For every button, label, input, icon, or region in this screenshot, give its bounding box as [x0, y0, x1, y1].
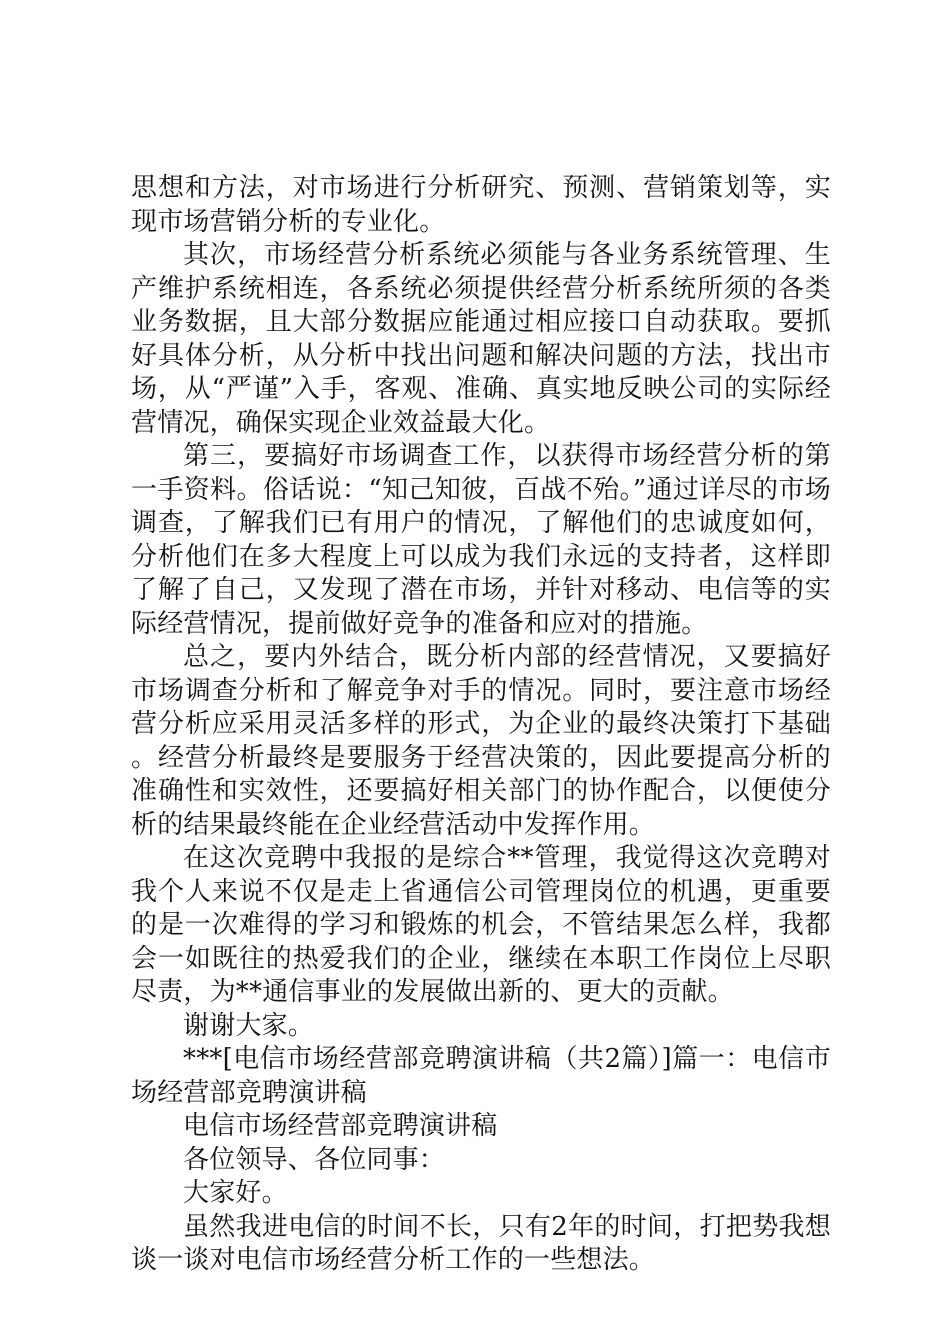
paragraph-6: 谢谢大家。: [183, 1010, 315, 1041]
paragraph-8: 电信市场经营部竞聘演讲稿: [183, 1111, 498, 1141]
paragraph-11: 虽然我进电信的时间不长，只有2年的时间，打把势我想谈一谈对电信市场经营分析工作的一些想法。: [131, 1211, 831, 1275]
paragraph-1: 思想和方法，对市场进行分析研究、预测、营销策划等，实现市场营销分析的专业化。: [131, 173, 831, 237]
paragraph-2: 其次，市场经营分析系统必须能与各业务系统管理、生产维护系统相连，各系统必须提供经营分析系统所须的各类业务数据，且大部分数据应能通过相应接口自动获取。要抓好具体分析，从分析中找出问题和解决问题的方法，找出市场，从“严谨”入手，客观、准确、真实地反映公司的实际经营情况，确保实现企业效益最大化。: [131, 240, 831, 438]
paragraph-3: 第三，要搞好市场调查工作，以获得市场经营分析的第一手资料。俗话说：“知己知彼，百战不殆。”通过详尽的市场调查，了解我们已有用户的情况，了解他们的忠诚度如何，分析他们在多大程度上可以成为我们永远的支持者，这样即了解了自己，又发现了潜在市场，并针对移动、电信等的实际经营情况，提前做好竞争的准备和应对的措施。: [131, 441, 831, 639]
paragraph-7: ***[电信市场经营部竞聘演讲稿（共2篇）]篇一：电信市场经营部竞聘演讲稿: [131, 1044, 831, 1108]
paragraph-5: 在这次竞聘中我报的是综合**管理，我觉得这次竞聘对我个人来说不仅是走上省通信公司管理岗位的机遇，更重要的是一次难得的学习和锻炼的机会，不管结果怎么样，我都会一如既往的热爱我们的企业，继续在本职工作岗位上尽职尽责，为**通信事业的发展做出新的、更大的贡献。: [131, 843, 831, 1007]
paragraph-10: 大家好。: [183, 1178, 288, 1208]
paragraph-9: 各位领导、各位同事：: [183, 1144, 446, 1175]
paragraph-4: 总之，要内外结合，既分析内部的经营情况，又要搞好市场调查分析和了解竞争对手的情况。同时，要注意市场经营分析应采用灵活多样的形式，为企业的最终决策打下基础。经营分析最终是要服务于经营决策的，因此要提高分析的准确性和实效性，还要搞好相关部门的协作配合，以便使分析的结果最终能在企业经营活动中发挥作用。: [131, 642, 831, 840]
document-body: [131, 172, 831, 1278]
